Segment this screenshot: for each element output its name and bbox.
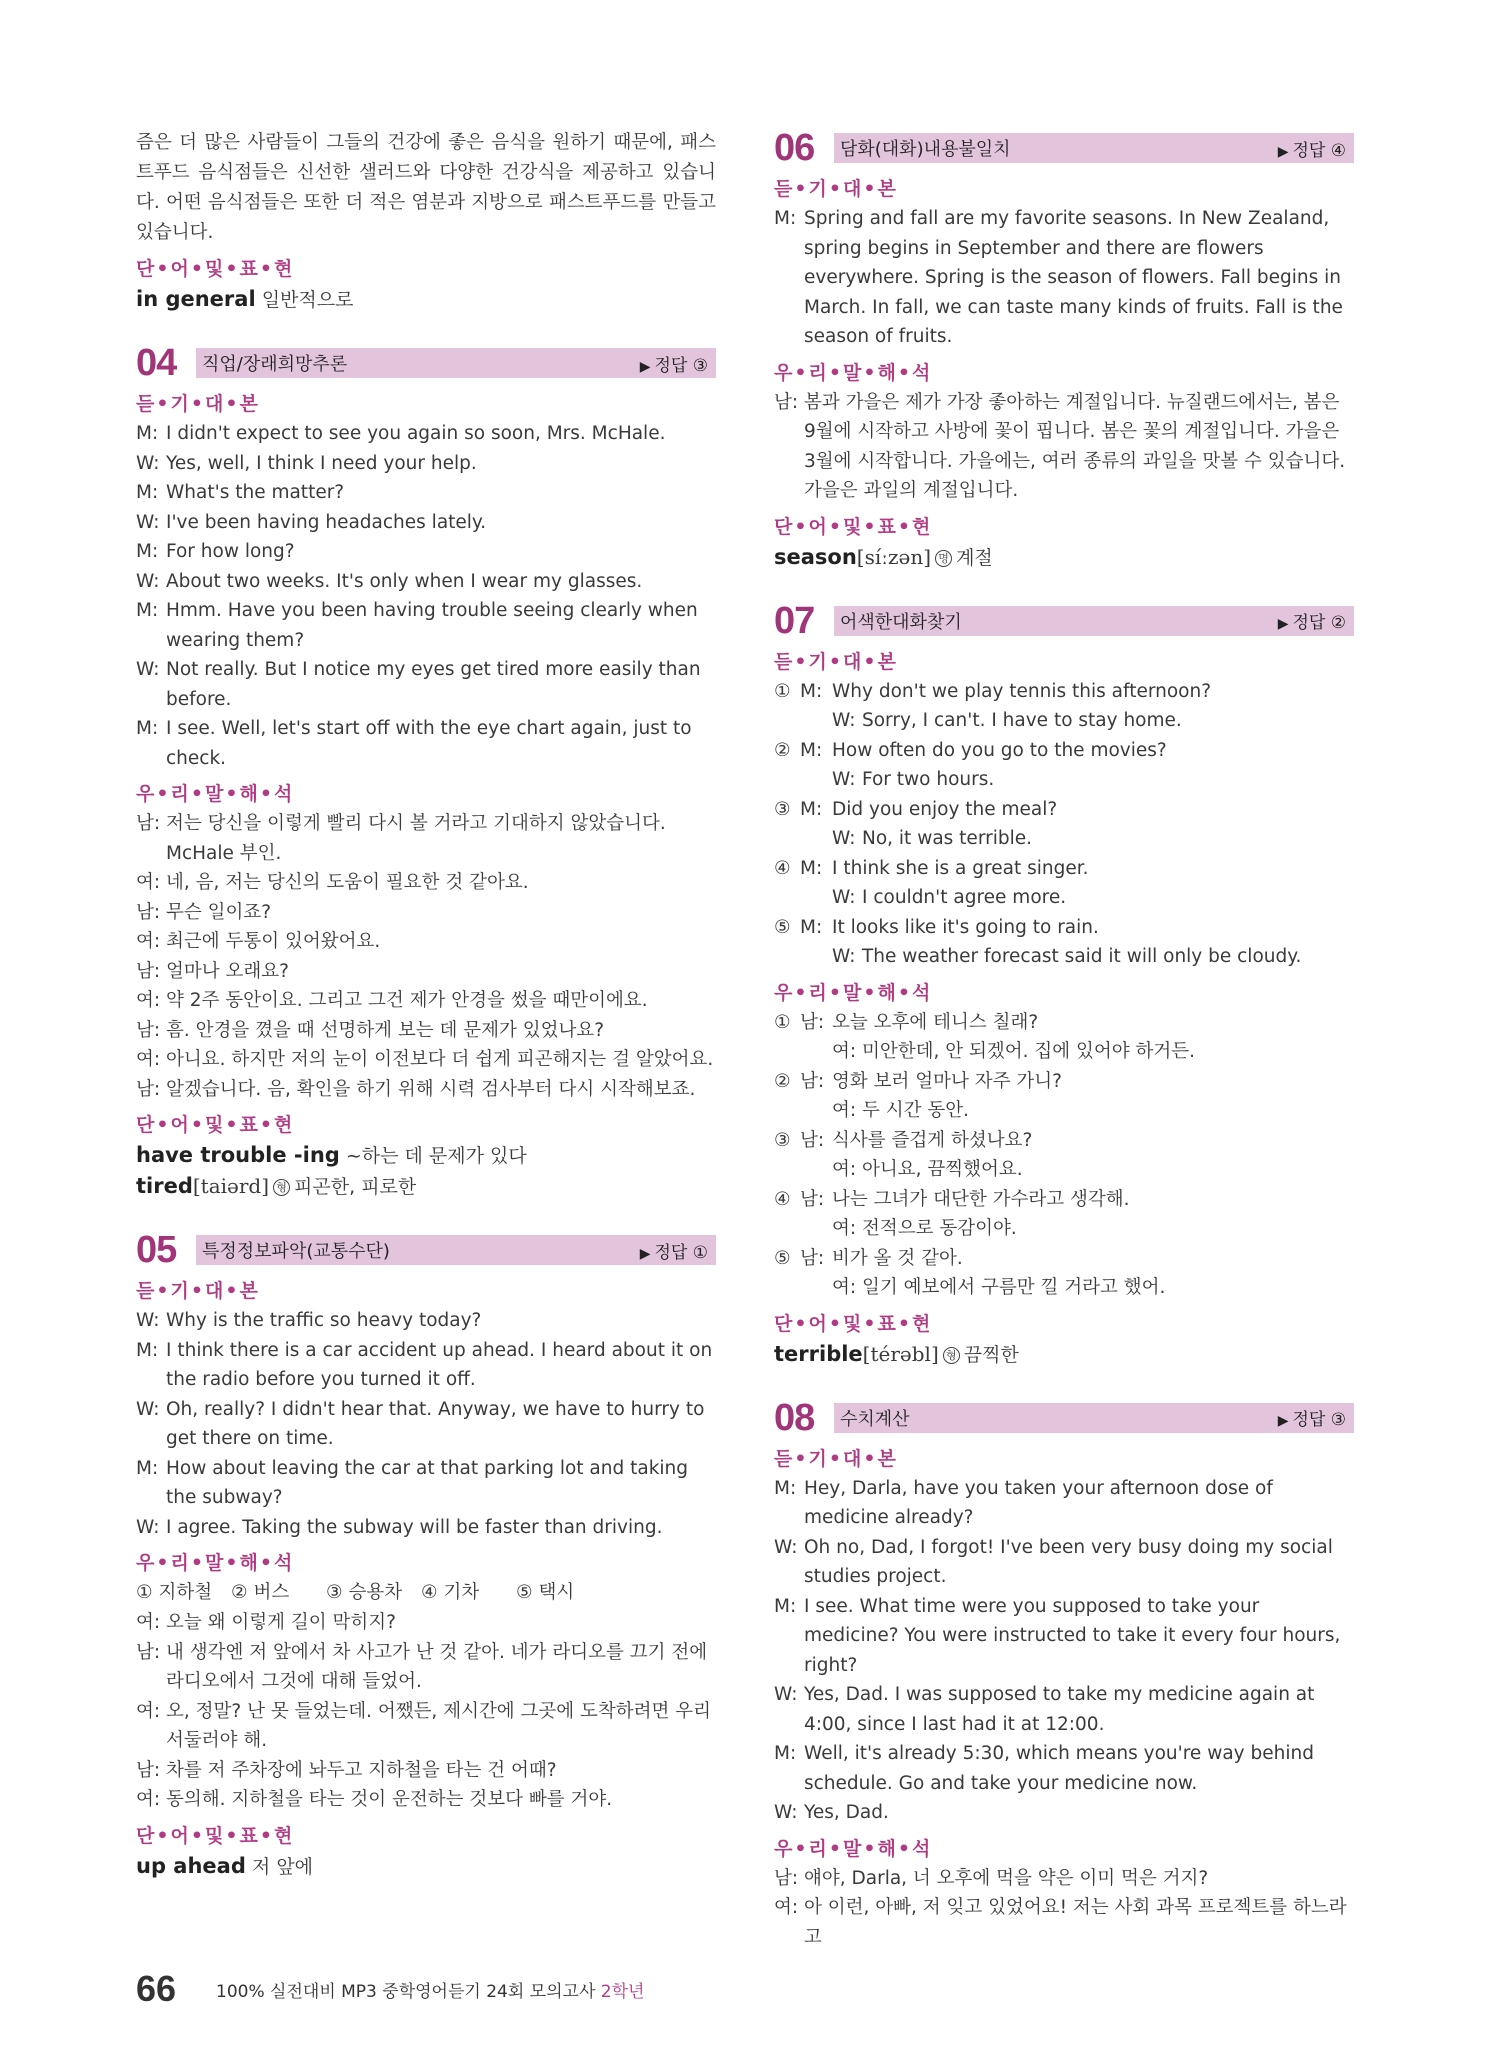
script-block — [136, 1306, 716, 1542]
translation-line: ① 남: 오늘 오후에 테니스 칠래? — [774, 1011, 1039, 1033]
translation-line: 남: 무슨 일이죠? — [136, 901, 272, 923]
question-type: 특정정보파악(교통수단) — [202, 1241, 390, 1262]
translation-line: 여: 최근에 두통이 있어왔어요. — [136, 931, 381, 952]
question-type-bar — [834, 1403, 1354, 1433]
script-line: W: I couldn't agree more. — [832, 887, 1067, 908]
vocab-heading: 단•어•및•표•현 — [136, 1114, 295, 1136]
vocab-item: in general 일반적으로 — [136, 287, 354, 311]
vocab-item: tired[taiərd] 형 피곤한, 피로한 — [136, 1174, 417, 1198]
answer-choices — [136, 1578, 716, 1608]
translation-line: ④ 남: 나는 그녀가 대단한 가수라고 생각해. — [774, 1188, 1130, 1210]
footer-title: 100% 실전대비 MP3 중학영어듣기 24회 모의고사 2학년 — [216, 1981, 645, 2002]
translation-line: 남: 얘야, Darla, 너 오후에 먹을 약은 이미 먹은 거지? — [774, 1867, 1209, 1889]
script-line: W: Oh, really? I didn't hear that. Anyway, we have to hurry to get there on time. — [136, 1398, 705, 1449]
script-line: W: Yes, well, I think I need your help. — [136, 452, 477, 474]
translation-block — [774, 1864, 1354, 1953]
question-number: 04 — [136, 342, 177, 384]
question-header-06 — [774, 128, 1354, 168]
question-number: 08 — [774, 1396, 815, 1439]
left-column — [136, 128, 716, 1882]
question-number: 06 — [774, 127, 815, 169]
script-line: W: I've been having headaches lately. — [136, 511, 487, 533]
question-type: 담화(대화)내용불일치 — [840, 139, 1011, 160]
script-block — [774, 1474, 1354, 1828]
script-line: M: I think there is a car accident up ahead. I heard about it on the radio before you turned it off. — [136, 1339, 713, 1390]
question-type-bar — [834, 606, 1354, 636]
question-type: 직업/장래희망추론 — [202, 354, 348, 375]
script-line: ① M: Why don't we play tennis this afternoon? — [774, 680, 1212, 702]
translation-line: 남: 흠. 안경을 꼈을 때 선명하게 보는 데 문제가 있었나요? — [136, 1019, 605, 1041]
translation-line: ③ 남: 식사를 즐겁게 하셨나요? — [774, 1129, 1033, 1151]
vocab-heading: 단•어•및•표•현 — [774, 515, 933, 538]
script-line: W: Yes, Dad. — [774, 1802, 889, 1823]
script-line: M: I see. Well, let's start off with the eye chart again, just to check. — [136, 718, 692, 769]
right-column — [774, 128, 1354, 1952]
script-line: W: Sorry, I can't. I have to stay home. — [832, 710, 1182, 731]
translation-line: 여: 미안한데, 안 되겠어. 집에 있어야 하거든. — [832, 1041, 1195, 1062]
script-line: W: Not really. But I notice my eyes get tired more easily than before. — [136, 659, 701, 710]
answer-label: ▶ 정답 ③ — [639, 355, 708, 376]
script-line: M: Spring and fall are my favorite seasons. In New Zealand, spring begins in September and there are flowers everywhere. Spring is the season of flowers. Fall begins in March. In fall, we can taste many kinds of fruits. Fall is the season of fruits. — [774, 208, 1343, 347]
script-line: ④ M: I think she is a great singer. — [774, 857, 1089, 879]
script-block — [136, 419, 716, 773]
translation-line: 남: 봄과 가을은 제가 가장 좋아하는 계절입니다. 뉴질랜드에서는, 봄은 9월에 시작하고 사방에 꽃이 핍니다. 봄은 꽃의 계절입니다. 가을은 3월에 시작합니다. 가을에는, 여러 종류의 과일을 맛볼 수 있습니다. 가을은 과일의 계절입니다. — [774, 391, 1346, 501]
script-line: ⑤ M: It looks like it's going to rain. — [774, 916, 1099, 938]
translation-line: 여: 아니요. 하지만 저의 눈이 이전보다 더 쉽게 피곤해지는 걸 알았어요. — [136, 1049, 714, 1070]
script-line: M: What's the matter? — [136, 482, 345, 503]
translation-line: 여: 오, 정말? 난 못 들었는데. 어쨌든, 제시간에 그곳에 도착하려면 우리 서둘러야 해. — [136, 1700, 712, 1751]
translation-line: 여: 동의해. 지하철을 타는 것이 운전하는 것보다 빠를 거야. — [136, 1789, 613, 1810]
question-header-05 — [136, 1230, 716, 1270]
question-type: 어색한대화찾기 — [840, 611, 962, 633]
script-line: ③ M: Did you enjoy the meal? — [774, 798, 1058, 820]
script-heading: 듣•기•대•본 — [774, 1447, 898, 1470]
translation-line: 여: 일기 예보에서 구름만 낄 거라고 했어. — [832, 1277, 1166, 1298]
script-line: M: I didn't expect to see you again so soon, Mrs. McHale. — [136, 423, 666, 444]
answer-label: ▶ 정답 ① — [639, 1242, 708, 1263]
translation-line: 여: 네, 음, 저는 당신의 도움이 필요한 것 같아요. — [136, 872, 529, 893]
script-heading: 듣•기•대•본 — [136, 393, 260, 415]
translation-line: 남: 내 생각엔 저 앞에서 차 사고가 난 것 같아. 네가 라디오를 끄기 전에 라디오에서 그것에 대해 들었어. — [136, 1641, 708, 1692]
translation-block — [136, 1608, 716, 1815]
question-type-bar — [196, 1235, 716, 1265]
choice: ④ 기차 — [421, 1582, 480, 1603]
choice: ② 버스 — [231, 1582, 290, 1603]
script-line: M: Well, it's already 5:30, which means you're way behind schedule. Go and take your medicine now. — [774, 1743, 1314, 1794]
translation-line: 남: 저는 당신을 이렇게 빨리 다시 볼 거라고 기대하지 않았습니다. McHale 부인. — [136, 813, 666, 864]
question-number: 07 — [774, 599, 815, 642]
script-line: M: I see. What time were you supposed to take your medicine? You were instructed to take it every four hours, right? — [774, 1595, 1341, 1676]
vocab-heading: 단•어•및•표•현 — [136, 1824, 295, 1847]
question-header-08 — [774, 1398, 1354, 1438]
vocab-item: up ahead 저 앞에 — [136, 1853, 314, 1878]
question-type-bar — [834, 133, 1354, 163]
script-line: M: How about leaving the car at that parking lot and taking the subway? — [136, 1457, 689, 1508]
question-type-bar — [196, 348, 716, 378]
vocab-item: season[síːzən] 명 계절 — [774, 544, 993, 569]
translation-line: 남: 얼마나 오래요? — [136, 960, 289, 982]
translation-block — [136, 809, 716, 1104]
script-heading: 듣•기•대•본 — [136, 1280, 260, 1302]
translation-block — [774, 1008, 1354, 1303]
script-heading: 듣•기•대•본 — [774, 178, 898, 200]
translation-line: 여: 아니요, 끔찍했어요. — [832, 1159, 1023, 1180]
translation-line: 여: 전적으로 동감이야. — [832, 1218, 1017, 1239]
intro-paragraph: 즘은 더 많은 사람들이 그들의 건강에 좋은 음식을 원하기 때문에, 패스트푸드 음식점들은 신선한 샐러드와 다양한 건강식을 제공하고 있습니다. 어떤 음식점들은 또한 더 적은 염분과 지방으로 패스트푸드를 만들고 있습니다. — [136, 132, 716, 243]
script-line: W: For two hours. — [832, 769, 995, 790]
script-block — [774, 677, 1354, 972]
translation-heading: 우•리•말•해•석 — [136, 1552, 295, 1574]
answer-label: ▶ 정답 ② — [1277, 613, 1346, 633]
translation-line: ⑤ 남: 비가 올 것 같아. — [774, 1247, 963, 1269]
script-line: W: The weather forecast said it will only be cloudy. — [832, 946, 1302, 967]
translation-line: 여: 약 2주 동안이요. 그리고 그건 제가 안경을 썼을 때만이에요. — [136, 990, 648, 1011]
question-header-07 — [774, 601, 1354, 641]
translation-heading: 우•리•말•해•석 — [774, 981, 933, 1004]
vocab-heading: 단•어•및•표•현 — [774, 1312, 933, 1335]
script-line: M: For how long? — [136, 541, 295, 562]
choice: ③ 승용차 — [326, 1582, 403, 1603]
script-line: W: Oh no, Dad, I forgot! I've been very busy doing my social studies project. — [774, 1536, 1333, 1587]
translation-line: 남: 알겠습니다. 음, 확인을 하기 위해 시력 검사부터 다시 시작해보죠. — [136, 1078, 696, 1100]
vocab-heading: 단•어•및•표•현 — [136, 258, 295, 280]
script-line: M: Hmm. Have you been having trouble seeing clearly when wearing them? — [136, 600, 698, 651]
script-line: W: No, it was terrible. — [832, 828, 1032, 849]
question-type: 수치계산 — [840, 1408, 910, 1430]
answer-label: ▶ 정답 ③ — [1277, 1410, 1346, 1430]
page-number: 66 — [136, 1968, 177, 2009]
choice: ① 지하철 — [136, 1582, 213, 1603]
script-line: W: About two weeks. It's only when I wear my glasses. — [136, 570, 643, 592]
translation-line: ② 남: 영화 보러 얼마나 자주 가니? — [774, 1070, 1062, 1092]
translation-heading: 우•리•말•해•석 — [774, 361, 933, 384]
script-heading: 듣•기•대•본 — [774, 650, 898, 673]
translation-heading: 우•리•말•해•석 — [774, 1837, 933, 1860]
script-line: ② M: How often do you go to the movies? — [774, 739, 1167, 761]
script-line: W: Yes, Dad. I was supposed to take my medicine again at 4:00, since I last had it at 12:00. — [774, 1684, 1315, 1735]
choice: ⑤ 택시 — [516, 1582, 575, 1603]
translation-line: 여: 오늘 왜 이렇게 길이 막히지? — [136, 1612, 396, 1633]
translation-line: 남: 차를 저 주차장에 놔두고 지하철을 타는 건 어때? — [136, 1759, 557, 1781]
question-header-04 — [136, 343, 716, 383]
script-line: M: Hey, Darla, have you taken your afternoon dose of medicine already? — [774, 1477, 1273, 1528]
script-line: W: I agree. Taking the subway will be faster than driving. — [136, 1516, 663, 1538]
vocab-item: terrible[térəbl] 형 끔찍한 — [774, 1341, 1019, 1366]
translation-line: 여: 두 시간 동안. — [832, 1100, 969, 1121]
page-footer — [136, 1968, 644, 2010]
answer-label: ▶ 정답 ④ — [1277, 140, 1346, 161]
question-number: 05 — [136, 1229, 177, 1271]
script-line: W: Why is the traffic so heavy today? — [136, 1310, 482, 1331]
vocab-item: have trouble -ing ~하는 데 문제가 있다 — [136, 1143, 527, 1167]
translation-heading: 우•리•말•해•석 — [136, 783, 295, 805]
translation-line: 여: 아 이런, 아빠, 저 잊고 있었어요! 저는 사회 과목 프로젝트를 하느라고 — [774, 1897, 1347, 1948]
